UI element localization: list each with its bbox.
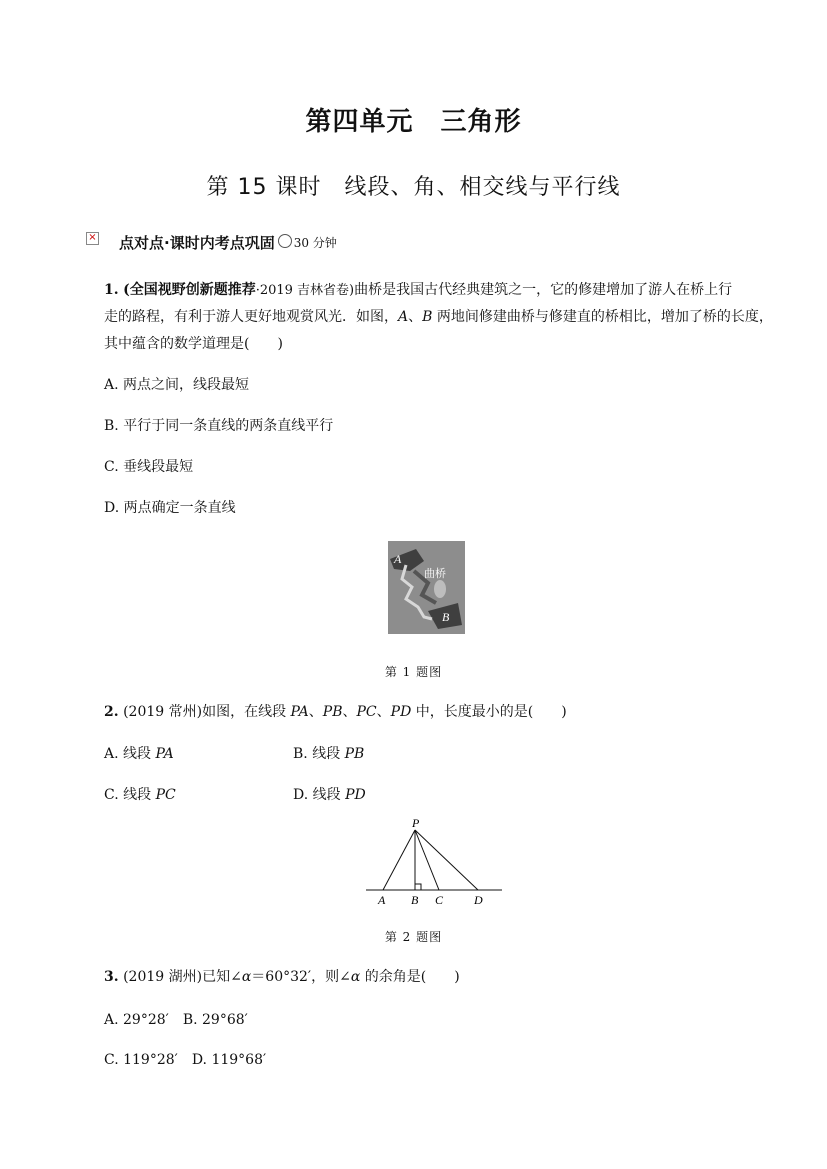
- curved-bridge-photo: [388, 541, 465, 634]
- question-1-stem: [104, 277, 780, 358]
- question-number: 1.: [104, 282, 119, 298]
- separator: 、: [308, 704, 323, 720]
- option-b[interactable]: B. 线段 PB: [293, 746, 365, 762]
- options-row-1[interactable]: A. 29°28′ B. 29°68′: [104, 1012, 248, 1028]
- label-c: C: [435, 893, 444, 907]
- question-number: 2.: [104, 704, 119, 720]
- label-p: P: [412, 816, 420, 830]
- label-a: A: [378, 893, 386, 907]
- var-b: B: [422, 309, 433, 325]
- question-text: 曲桥是我国古代经典建筑之一，它的修建增加了游人在桥上行: [354, 282, 733, 298]
- question-source: (全国视野创新题推荐·2019 吉林省卷): [123, 282, 355, 298]
- segment-pc: [415, 830, 439, 890]
- question-text: ＝60°32′，则∠: [251, 969, 351, 985]
- question-3-stem: [104, 964, 780, 991]
- figure-2-diagram: [360, 816, 510, 912]
- separator: 、: [408, 309, 423, 325]
- question-number: 3.: [104, 969, 119, 985]
- option-a[interactable]: A. 两点之间，线段最短: [104, 377, 250, 393]
- option-d[interactable]: D. 线段 PD: [293, 787, 366, 803]
- var-alpha: α: [241, 969, 252, 985]
- section-label: 点对点·课时内考点巩固: [119, 234, 275, 252]
- question-text: 已知∠: [202, 969, 242, 985]
- question-source: (2019 常州): [123, 704, 203, 720]
- var-pb: PB: [322, 704, 343, 720]
- question-text: 的余角是( ): [360, 969, 460, 985]
- label-b: B: [411, 893, 419, 907]
- var-pa: PA: [290, 704, 309, 720]
- figure-2-caption: 第 2 题图: [384, 930, 443, 944]
- options-row-2[interactable]: C. 119°28′ D. 119°68′: [104, 1052, 267, 1068]
- var-pd: PD: [390, 704, 412, 720]
- question-2-stem: [104, 699, 780, 726]
- label-d: D: [474, 893, 483, 907]
- pavilion: [434, 580, 446, 598]
- var-a: A: [398, 309, 409, 325]
- unit-title: 第四单元 三角形: [305, 107, 522, 137]
- option-a[interactable]: A. 线段 PA: [104, 746, 174, 762]
- curved-bridge-illustration: [388, 541, 465, 634]
- option-c[interactable]: C. 垂线段最短: [104, 459, 194, 475]
- option-b[interactable]: B. 平行于同一条直线的两条直线平行: [104, 418, 334, 434]
- question-text: 如图，在线段: [202, 704, 291, 720]
- var-pc: PC: [356, 704, 377, 720]
- question-source: (2019 湖州): [123, 969, 203, 985]
- separator: 、: [376, 704, 391, 720]
- question-text: 中，长度最小的是( ): [411, 704, 567, 720]
- broken-image-icon: ×: [86, 232, 99, 245]
- segment-pd: [415, 830, 478, 890]
- photo-label-a: A: [394, 552, 402, 566]
- figure-1-caption: 第 1 题图: [384, 665, 443, 679]
- alarm-clock-icon: [278, 234, 292, 248]
- photo-label-b: B: [442, 610, 450, 624]
- segment-pa: [383, 830, 415, 890]
- lesson-title: 第 15 课时 线段、角、相交线与平行线: [206, 175, 621, 200]
- photo-label-bridge: 曲桥: [424, 567, 446, 580]
- section-header: [86, 232, 337, 253]
- separator: 、: [342, 704, 357, 720]
- question-text: 两地间修建曲桥与修建直的桥相比，增加了桥的长度，: [432, 309, 773, 325]
- right-angle-mark: [415, 884, 421, 890]
- option-d[interactable]: D. 两点确定一条直线: [104, 500, 236, 516]
- question-text: 其中蕴含的数学道理是( ): [104, 336, 283, 352]
- question-text: 走的路程，有利于游人更好地观赏风光．如图，: [104, 309, 398, 325]
- option-c[interactable]: C. 线段 PC: [104, 787, 176, 803]
- section-time: 30 分钟: [293, 236, 337, 250]
- var-alpha: α: [350, 969, 361, 985]
